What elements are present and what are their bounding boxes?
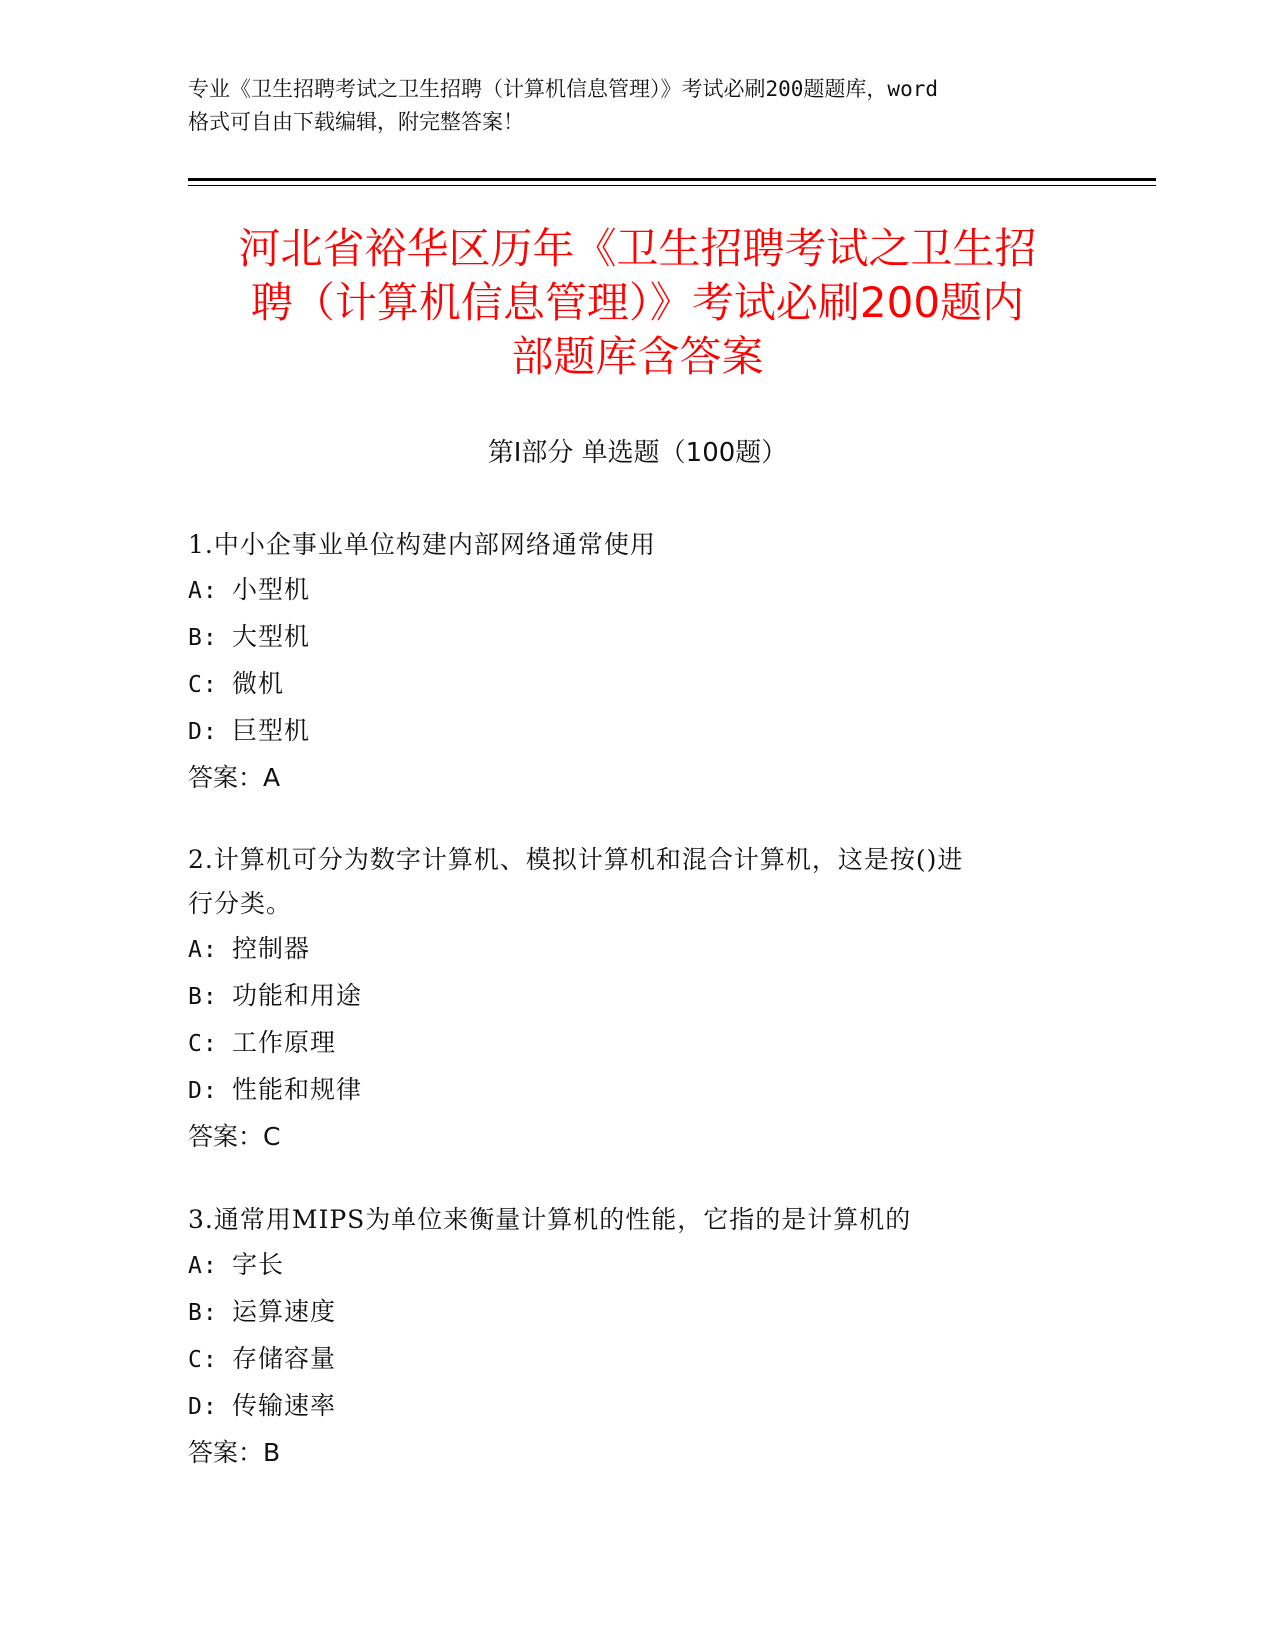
- option-a: [188, 1242, 1088, 1289]
- option-d: [188, 1383, 1088, 1430]
- option-letter: D:: [188, 1078, 218, 1104]
- option-text: 传输速率: [232, 1391, 337, 1420]
- option-text: 工作原理: [232, 1028, 337, 1057]
- option-c: [188, 1336, 1088, 1383]
- title-line: 聘（计算机信息管理）》考试必刷200题内: [250, 278, 1025, 327]
- title-line: 河北省裕华区历年《卫生招聘考试之卫生招: [238, 224, 1037, 273]
- header-note-line: 专业《卫生招聘考试之卫生招聘（计算机信息管理）》考试必刷200题题库，word: [188, 77, 938, 101]
- answer-line: 答案：C: [188, 1122, 281, 1151]
- question-stem-line: 2.计算机可分为数字计算机、模拟计算机和混合计算机，这是按()进: [188, 845, 964, 874]
- question-block: [188, 523, 1088, 800]
- option-text: 性能和规律: [232, 1075, 363, 1104]
- option-letter: A:: [188, 937, 218, 963]
- option-text: 微机: [232, 669, 285, 698]
- document-title: [150, 222, 1125, 384]
- option-letter: C:: [188, 1031, 218, 1057]
- option-text: 巨型机: [232, 716, 311, 745]
- option-text: 功能和用途: [232, 981, 363, 1010]
- option-letter: D:: [188, 719, 218, 745]
- option-text: 小型机: [232, 575, 311, 604]
- option-letter: B:: [188, 1300, 218, 1326]
- question-stem: [188, 838, 1088, 926]
- option-a: [188, 926, 1088, 973]
- question-block: [188, 838, 1088, 1159]
- option-text: 字长: [232, 1250, 285, 1279]
- option-letter: A:: [188, 1253, 218, 1279]
- option-text: 控制器: [232, 934, 311, 963]
- option-text: 存储容量: [232, 1344, 337, 1373]
- option-letter: A:: [188, 578, 218, 604]
- option-text: 运算速度: [232, 1297, 337, 1326]
- title-line: 部题库含答案: [511, 332, 764, 381]
- question-stem-line: 3.通常用MIPS为单位来衡量计算机的性能，它指的是计算机的: [188, 1205, 912, 1234]
- section-heading: 第Ⅰ部分 单选题（100题）: [487, 438, 788, 468]
- option-a: [188, 567, 1088, 614]
- option-letter: B:: [188, 625, 218, 651]
- option-c: [188, 661, 1088, 708]
- header-rule-thick: [188, 178, 1156, 181]
- option-b: [188, 973, 1088, 1020]
- option-text: 大型机: [232, 622, 311, 651]
- option-d: [188, 708, 1088, 755]
- answer-line: 答案：A: [188, 763, 281, 792]
- question-stem-line: 1.中小企事业单位构建内部网络通常使用: [188, 530, 656, 559]
- option-letter: B:: [188, 984, 218, 1010]
- option-d: [188, 1067, 1088, 1114]
- option-letter: C:: [188, 672, 218, 698]
- answer-line: 答案：B: [188, 1438, 281, 1467]
- question-block: [188, 1198, 1088, 1475]
- header-rule-thin: [188, 185, 1156, 186]
- header-note: [188, 73, 1088, 139]
- option-letter: D:: [188, 1394, 218, 1420]
- option-c: [188, 1020, 1088, 1067]
- header-note-line: 格式可自由下载编辑，附完整答案！: [188, 110, 524, 134]
- question-stem: [188, 523, 1088, 567]
- option-letter: C:: [188, 1347, 218, 1373]
- question-stem-line: 行分类。: [188, 889, 293, 918]
- option-b: [188, 1289, 1088, 1336]
- option-b: [188, 614, 1088, 661]
- question-stem: [188, 1198, 1088, 1242]
